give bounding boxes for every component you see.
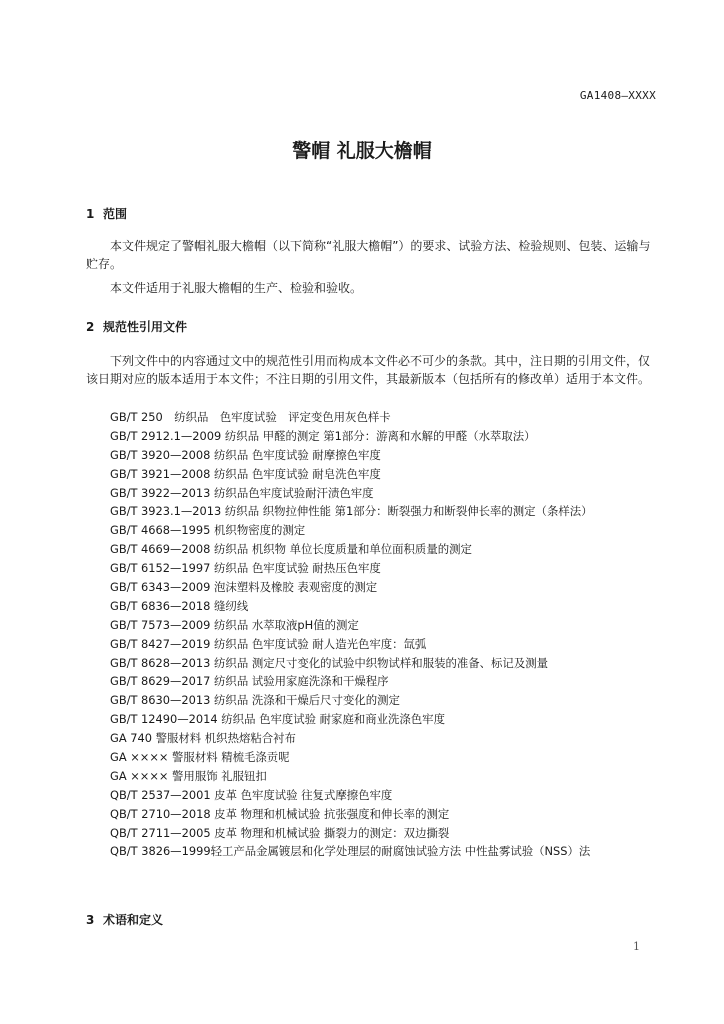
reference-item: GB/T 3922—2013 纺织品色牢度试验耐汗渍色牢度 [110, 485, 374, 500]
references-intro-paragraph: 下列文件中的内容通过文中的规范性引用而构成本文件必不可少的条款。其中，注日期的引用文件，仅该日期对应的版本适用于本文件；不注日期的引用文件，其最新版本（包括所有的修改单）适用于本文件。 [86, 354, 651, 386]
reference-item: QB/T 3826—1999轻工产品金属镀层和化学处理层的耐腐蚀试验方法 中性盐雾试验（NSS）法 [110, 844, 591, 859]
section-number: 2 [86, 320, 95, 334]
reference-item: GB/T 6836—2018 缝纫线 [110, 598, 249, 613]
reference-item: GB/T 8629—2017 纺织品 试验用家庭洗涤和干燥程序 [110, 674, 389, 689]
reference-item: GA 740 警服材料 机织热熔粘合衬布 [110, 731, 296, 746]
reference-item: GB/T 2912.1—2009 纺织品 甲醛的测定 第1部分：游离和水解的甲醛（水萃取法） [110, 428, 536, 443]
section-number: 3 [86, 913, 95, 927]
section-heading-normative-references [86, 318, 187, 335]
reference-item: GB/T 4669—2008 纺织品 机织物 单位长度质量和单位面积质量的测定 [110, 542, 472, 557]
section-heading-terms-definitions [86, 911, 163, 928]
reference-item: GB/T 4668—1995 机织物密度的测定 [110, 523, 306, 538]
reference-item: GA ×××× 警用服饰 礼服钮扣 [110, 768, 267, 783]
reference-item: GB/T 12490—2014 纺织品 色牢度试验 耐家庭和商业洗涤色牢度 [110, 712, 445, 727]
reference-list [110, 408, 593, 861]
scope-paragraph-1: 本文件规定了警帽礼服大檐帽（以下简称“礼服大檐帽”）的要求、试验方法、检验规则、包装、运输与贮存。 [86, 239, 651, 271]
reference-item: GB/T 8427—2019 纺织品 色牢度试验 耐人造光色牢度：氙弧 [110, 636, 427, 651]
reference-item: GB/T 3921—2008 纺织品 色牢度试验 耐皂洗色牢度 [110, 466, 381, 481]
reference-item: QB/T 2537—2001 皮革 色牢度试验 往复式摩擦色牢度 [110, 787, 393, 802]
page-number: 1 [633, 940, 640, 953]
reference-item: QB/T 2711—2005 皮革 物理和机械试验 撕裂力的测定：双边撕裂 [110, 825, 450, 840]
reference-item: GB/T 7573—2009 纺织品 水萃取液pH值的测定 [110, 617, 359, 632]
section-title: 范围 [103, 207, 128, 221]
section-title: 术语和定义 [103, 913, 164, 927]
section-number: 1 [86, 207, 95, 221]
reference-item: GB/T 3920—2008 纺织品 色牢度试验 耐摩擦色牢度 [110, 447, 381, 462]
reference-item: GB/T 6152—1997 纺织品 色牢度试验 耐热压色牢度 [110, 561, 381, 576]
reference-item: GA ×××× 警服材料 精梳毛涤贡呢 [110, 750, 290, 765]
section-heading-scope [86, 205, 127, 222]
scope-paragraph-2: 本文件适用于礼服大檐帽的生产、检验和验收。 [110, 281, 363, 295]
reference-item: GB/T 6343—2009 泡沫塑料及橡胶 表观密度的测定 [110, 580, 378, 595]
reference-item: GB/T 8630—2013 纺织品 洗涤和干燥后尺寸变化的测定 [110, 693, 400, 708]
reference-item: GB/T 8628—2013 纺织品 测定尺寸变化的试验中织物试样和服装的准备、标记及测量 [110, 655, 548, 670]
page-title: 警帽 礼服大檐帽 [292, 140, 432, 162]
reference-item: GB/T 250 纺织品 色牢度试验 评定变色用灰色样卡 [110, 410, 391, 424]
section-title: 规范性引用文件 [103, 320, 188, 334]
reference-item: GB/T 3923.1—2013 纺织品 织物拉伸性能 第1部分：断裂强力和断裂伸长率的测定（条样法） [110, 504, 593, 519]
reference-item: QB/T 2710—2018 皮革 物理和机械试验 抗张强度和伸长率的测定 [110, 806, 450, 821]
standard-code: GA1408—XXXX [579, 89, 656, 102]
